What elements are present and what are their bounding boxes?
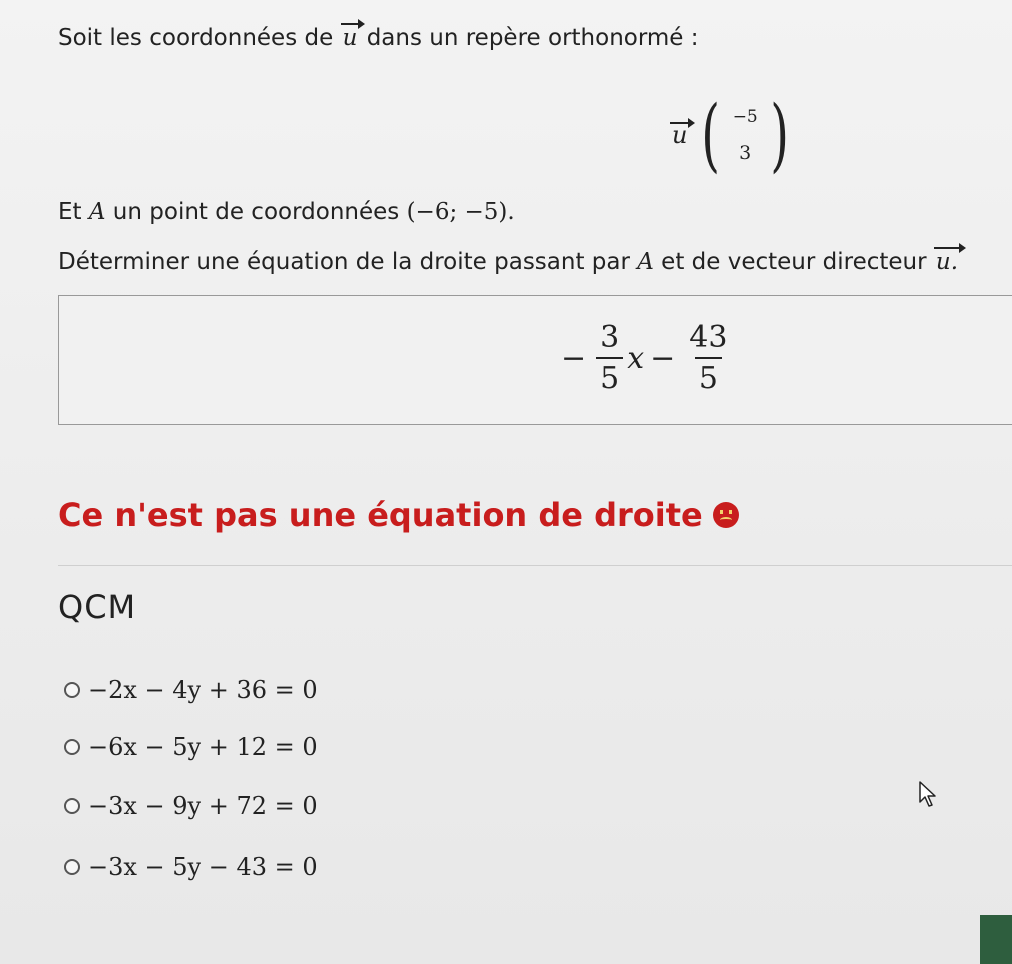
vector-u-symbol: u [341, 22, 360, 54]
statement-task [58, 246, 960, 278]
option-label: −2x − 4y + 36 = 0 [88, 676, 318, 704]
qcm-option-3[interactable] [64, 792, 318, 820]
point-coordinates: (−6; −5). [406, 199, 515, 225]
task-text-before: Déterminer une équation de la droite passant par [58, 249, 638, 275]
answer-fraction-1 [596, 320, 623, 396]
qcm-option-1[interactable] [64, 676, 318, 704]
vector-u-label: u [672, 121, 688, 149]
point-name: A [88, 199, 106, 225]
point-text-before: Et [58, 199, 89, 225]
vector-y-value: 3 [739, 142, 752, 164]
fraction-2-denominator: 5 [695, 357, 722, 396]
right-paren: ) [769, 88, 789, 181]
fraction-1-denominator: 5 [596, 357, 623, 396]
feedback-message [58, 496, 739, 534]
point-text-middle: un point de coordonnées [105, 199, 407, 225]
task-text-middle: et de vecteur directeur [653, 249, 934, 275]
answer-sign-2: − [650, 340, 676, 376]
task-point-name: A [637, 249, 654, 275]
answer-variable: x [627, 340, 645, 376]
mouse-pointer-icon [916, 780, 944, 808]
left-paren: ( [701, 88, 721, 181]
statement-intro [58, 22, 699, 54]
radio-button[interactable] [64, 798, 80, 814]
sad-face-icon [713, 502, 739, 528]
corner-tab [980, 915, 1012, 964]
radio-button[interactable] [64, 682, 80, 698]
vector-u-coordinates [670, 90, 795, 180]
fraction-1-numerator: 3 [600, 320, 620, 355]
answer-fraction-2 [685, 320, 731, 396]
intro-text-before: Soit les coordonnées de [58, 25, 341, 51]
qcm-option-4[interactable] [64, 853, 318, 881]
option-label: −6x − 5y + 12 = 0 [88, 733, 318, 761]
task-vector-u: u. [934, 246, 960, 278]
fraction-2-numerator: 43 [689, 320, 728, 355]
vector-column [733, 99, 758, 171]
feedback-text: Ce n'est pas une équation de droite [58, 496, 703, 534]
radio-button[interactable] [64, 859, 80, 875]
answer-sign-1: − [561, 340, 587, 376]
option-label: −3x − 5y − 43 = 0 [88, 853, 318, 881]
qcm-heading: QCM [58, 588, 137, 626]
radio-button[interactable] [64, 739, 80, 755]
intro-text-after: dans un repère orthonormé : [359, 25, 699, 51]
vector-x-value: −5 [732, 107, 758, 127]
option-label: −3x − 9y + 72 = 0 [88, 792, 318, 820]
statement-point [58, 196, 515, 228]
qcm-option-2[interactable] [64, 733, 318, 761]
section-divider [58, 565, 1012, 566]
answer-input-box[interactable] [58, 295, 1012, 425]
submitted-answer [555, 320, 735, 396]
